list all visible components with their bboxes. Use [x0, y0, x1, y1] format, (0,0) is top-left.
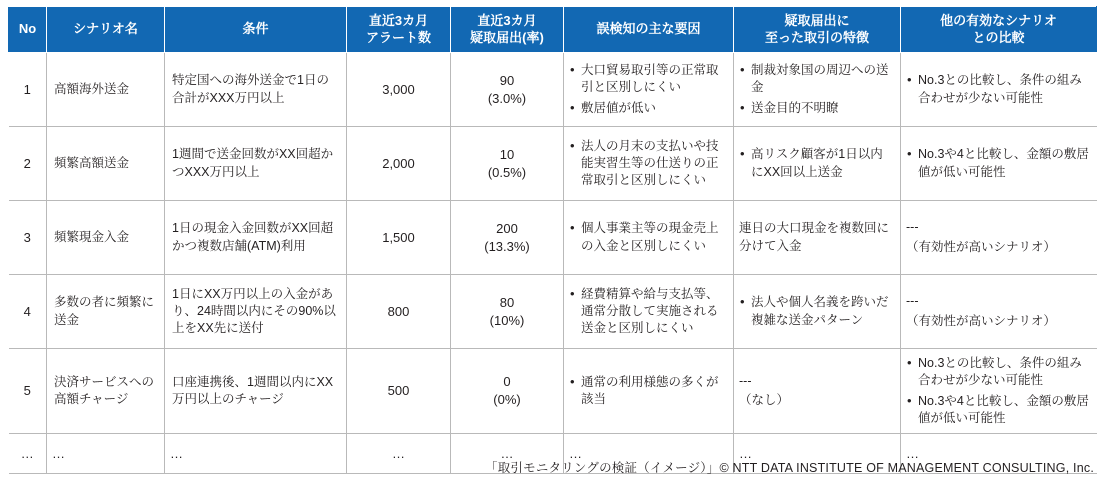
header-line: 直近3カ月: [477, 13, 537, 29]
cell-ellipsis: …: [165, 434, 347, 474]
cell-report-features: [734, 127, 901, 201]
table-row: [9, 201, 1097, 275]
cell-ellipsis: …: [9, 434, 47, 474]
comparison-list: [906, 72, 1090, 107]
cell-scenario-name: 多数の者に頻繁に送金: [47, 275, 165, 349]
cell-no: 3: [9, 201, 47, 275]
table-row: [9, 349, 1097, 434]
table-header: [9, 7, 1097, 53]
list-item: • 制裁対象国の周辺への送金: [739, 62, 893, 97]
text-line: （なし）: [739, 393, 790, 407]
header-line: 直近3カ月: [368, 13, 429, 29]
cell-condition: 1日の現金入金回数がXX回超かつ複数店舗(ATM)利用: [165, 201, 347, 275]
report-feature-note: [739, 220, 893, 255]
header-cell-condition: [165, 7, 347, 53]
report-rate-value: (13.3%): [484, 238, 530, 254]
cell-report-count: [451, 349, 564, 434]
text-line: （有効性が高いシナリオ）: [906, 313, 1056, 328]
report-count-value: 90: [499, 72, 515, 88]
cell-report-count: [451, 53, 564, 127]
cell-false-positive-causes: [564, 127, 734, 201]
header-line: アラート数: [365, 29, 431, 45]
header-cell-scenario-name: [47, 7, 165, 53]
cell-condition: 1週間で送金回数がXX回超かつXXX万円以上: [165, 127, 347, 201]
list-item: • 法人や個人名義を跨いだ複雑な送金パターン: [739, 294, 893, 329]
cell-alert-count: 1,500: [347, 201, 451, 275]
cell-false-positive-causes: [564, 275, 734, 349]
report-count-value: 80: [499, 294, 515, 310]
cell-condition: 口座連携後、1週間以内にXX万円以上のチャージ: [165, 349, 347, 434]
table-row: [9, 53, 1097, 127]
header-row: [9, 7, 1097, 53]
text-line: ---: [906, 294, 919, 309]
cell-report-features: [734, 275, 901, 349]
list-item: • No.3や4と比較し、金額の敷居値が低い可能性: [906, 393, 1090, 428]
cell-false-positive-causes: [564, 349, 734, 434]
cell-report-count: [451, 275, 564, 349]
report-feature-list: [739, 146, 893, 181]
false-positive-cause-list: [569, 286, 726, 338]
list-item: • 通常の利用様態の多くが該当: [569, 374, 726, 409]
cell-ellipsis: …: [564, 434, 734, 474]
table-body: [9, 53, 1097, 474]
cell-no: 2: [9, 127, 47, 201]
header-cell-no: [9, 7, 47, 53]
header-cell-reports: [451, 7, 564, 53]
list-item: • 送金目的不明瞭: [739, 100, 893, 117]
report-count-value: 0: [503, 374, 511, 390]
cell-false-positive-causes: [564, 53, 734, 127]
cell-comparison: [901, 349, 1097, 434]
header-line: シナリオ名: [73, 21, 138, 37]
cell-comparison: [901, 275, 1097, 349]
cell-condition: 1日にXX万円以上の入金があり、24時間以内にその90%以上をXX先に送付: [165, 275, 347, 349]
cell-scenario-name: 高額海外送金: [47, 53, 165, 127]
list-item: • 敷居値が低い: [569, 100, 726, 117]
text-line: （有効性が高いシナリオ）: [906, 239, 1056, 254]
scenario-table: [8, 6, 1097, 474]
text-line: ---: [739, 373, 752, 388]
list-item: • 高リスク顧客が1日以内にXX回以上送金: [739, 146, 893, 181]
comparison-list: [906, 355, 1090, 427]
cell-comparison: [901, 53, 1097, 127]
table-row: [9, 275, 1097, 349]
header-line: 他の有効なシナリオ: [940, 13, 1057, 29]
comparison-list: [906, 146, 1090, 181]
header-line: 条件: [242, 21, 269, 37]
header-line: 疑取届出(率): [470, 29, 544, 45]
list-item: • No.3や4と比較し、金額の敷居値が低い可能性: [906, 146, 1090, 181]
header-cell-comparison: [901, 7, 1097, 53]
list-item: • No.3との比較し、条件の組み合わせが少ない可能性: [906, 72, 1090, 107]
cell-false-positive-causes: [564, 201, 734, 275]
cell-alert-count: 800: [347, 275, 451, 349]
source-caption: 「取引モニタリングの検証（イメージ）」© NTT DATA INSTITUTE OF MANAGEMENT CONSULTING, Inc.: [485, 461, 1094, 475]
header-line: との比較: [972, 29, 1025, 45]
list-item: • 経費精算や給与支払等、通常分散して実施される送金と区別しにくい: [569, 286, 726, 338]
false-positive-cause-list: [569, 220, 726, 255]
cell-ellipsis: …: [901, 434, 1097, 474]
cell-ellipsis: …: [734, 434, 901, 474]
header-line: 誤検知の主な要因: [596, 21, 701, 37]
cell-alert-count: 3,000: [347, 53, 451, 127]
cell-alert-count: 2,000: [347, 127, 451, 201]
header-cell-alerts: [347, 7, 451, 53]
list-item: • No.3との比較し、条件の組み合わせが少ない可能性: [906, 355, 1090, 390]
header-cell-report-features: [734, 7, 901, 53]
header-line: No: [18, 21, 37, 37]
cell-scenario-name: 頻繁高額送金: [47, 127, 165, 201]
table-row: [9, 127, 1097, 201]
report-rate-value: (0.5%): [487, 164, 527, 180]
report-rate-value: (0%): [493, 392, 521, 407]
header-line: 至った取引の特徴: [764, 29, 869, 45]
text-line: 連日の大口現金を複数回に分けて入金: [739, 221, 890, 253]
report-feature-list: [739, 294, 893, 329]
header-cell-false-positive-causes: [564, 7, 734, 53]
report-count-value: 10: [499, 146, 515, 162]
text-line: ---: [906, 220, 919, 235]
cell-report-features: [734, 201, 901, 275]
cell-condition: 特定国への海外送金で1日の合計がXXX万円以上: [165, 53, 347, 127]
cell-alert-count: 500: [347, 349, 451, 434]
comparison-note: [906, 293, 1090, 330]
cell-comparison: [901, 201, 1097, 275]
list-item: • 大口貿易取引等の正常取引と区別しにくい: [569, 62, 726, 97]
report-rate-value: (3.0%): [487, 90, 527, 106]
cell-report-features: [734, 349, 901, 434]
cell-ellipsis: …: [347, 434, 451, 474]
cell-report-count: [451, 127, 564, 201]
false-positive-cause-list: [569, 62, 726, 117]
cell-no: 1: [9, 53, 47, 127]
report-feature-list: [739, 62, 893, 117]
cell-ellipsis: …: [451, 434, 564, 474]
cell-scenario-name: 頻繁現金入金: [47, 201, 165, 275]
header-line: 疑取届出に: [784, 13, 850, 29]
list-item: • 個人事業主等の現金売上の入金と区別しにくい: [569, 220, 726, 255]
cell-report-count: [451, 201, 564, 275]
report-rate-value: (10%): [489, 312, 525, 328]
cell-ellipsis: …: [47, 434, 165, 474]
cell-scenario-name: 決済サービスへの高額チャージ: [47, 349, 165, 434]
false-positive-cause-list: [569, 374, 726, 409]
cell-comparison: [901, 127, 1097, 201]
cell-no: 5: [9, 349, 47, 434]
report-feature-note: [739, 373, 893, 410]
false-positive-cause-list: [569, 138, 726, 190]
report-count-value: 200: [496, 220, 518, 236]
list-item: • 法人の月末の支払いや技能実習生等の仕送りの正常取引と区別しにくい: [569, 138, 726, 190]
cell-no: 4: [9, 275, 47, 349]
cell-report-features: [734, 53, 901, 127]
comparison-note: [906, 219, 1090, 256]
